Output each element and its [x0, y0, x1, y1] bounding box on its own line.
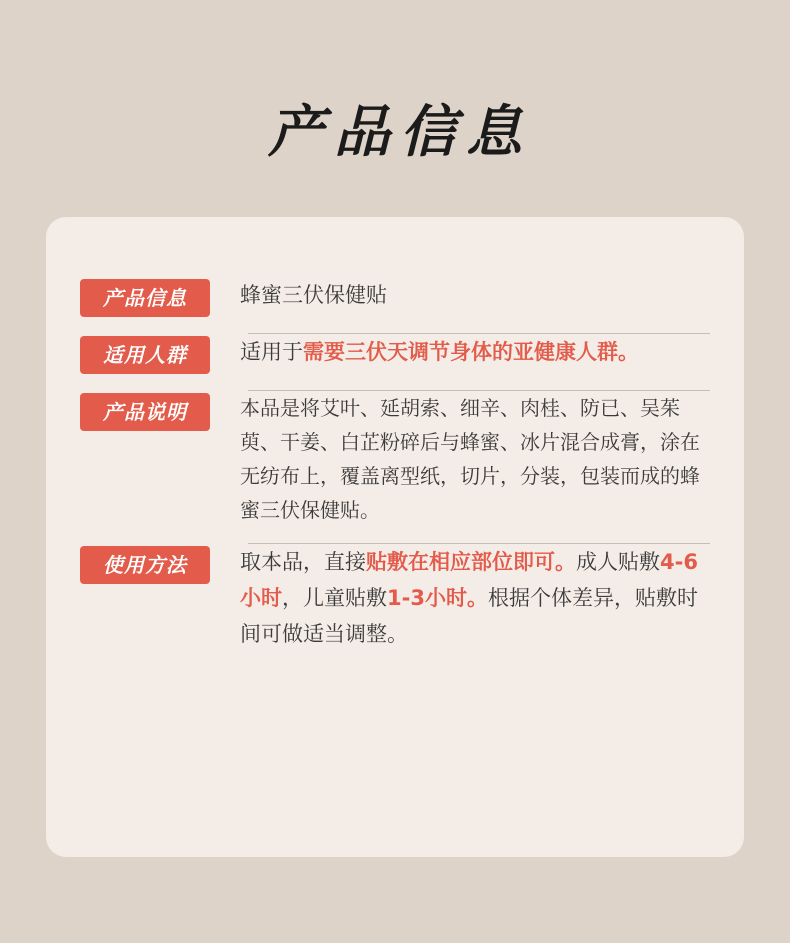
info-row-tag: 产品说明 — [80, 393, 210, 431]
info-row — [80, 277, 710, 333]
page-title: 产品信息 — [268, 99, 532, 165]
body-text: 取本品，直接 — [240, 550, 366, 574]
info-rows — [80, 277, 710, 668]
body-text: 成人贴敷 — [576, 550, 660, 574]
highlighted-text: 1-3小时。 — [387, 586, 488, 610]
info-row-tag: 产品信息 — [80, 279, 210, 317]
body-text: 蜂蜜三伏保健贴 — [240, 283, 387, 307]
highlighted-text: 需要三伏天调节身体的亚健康人群。 — [303, 340, 639, 364]
info-row-tag: 适用人群 — [80, 336, 210, 374]
highlighted-text: 贴敷在相应部位即可。 — [366, 550, 576, 574]
info-row-tag: 使用方法 — [80, 546, 210, 584]
info-row-content — [240, 277, 710, 313]
body-text: 适用于 — [240, 340, 303, 364]
body-text: 根据个体差异，贴敷时间可做适当调整。 — [240, 586, 698, 646]
info-row — [80, 391, 710, 543]
product-info-card — [46, 217, 744, 857]
info-row-content — [240, 544, 710, 652]
info-row — [80, 334, 710, 390]
body-text: 本品是将艾叶、延胡索、细辛、肉桂、防已、吴茱萸、干姜、白芷粉碎后与蜂蜜、冰片混合成膏，涂在无纺布上，覆盖离型纸，切片，分装，包装而成的蜂蜜三伏保健贴。 — [240, 396, 700, 522]
info-row-content — [240, 391, 710, 527]
info-row — [80, 544, 710, 668]
body-text: ，儿童贴敷 — [282, 586, 387, 610]
highlighted-text: 4-6小时 — [240, 550, 698, 610]
info-row-content — [240, 334, 710, 370]
